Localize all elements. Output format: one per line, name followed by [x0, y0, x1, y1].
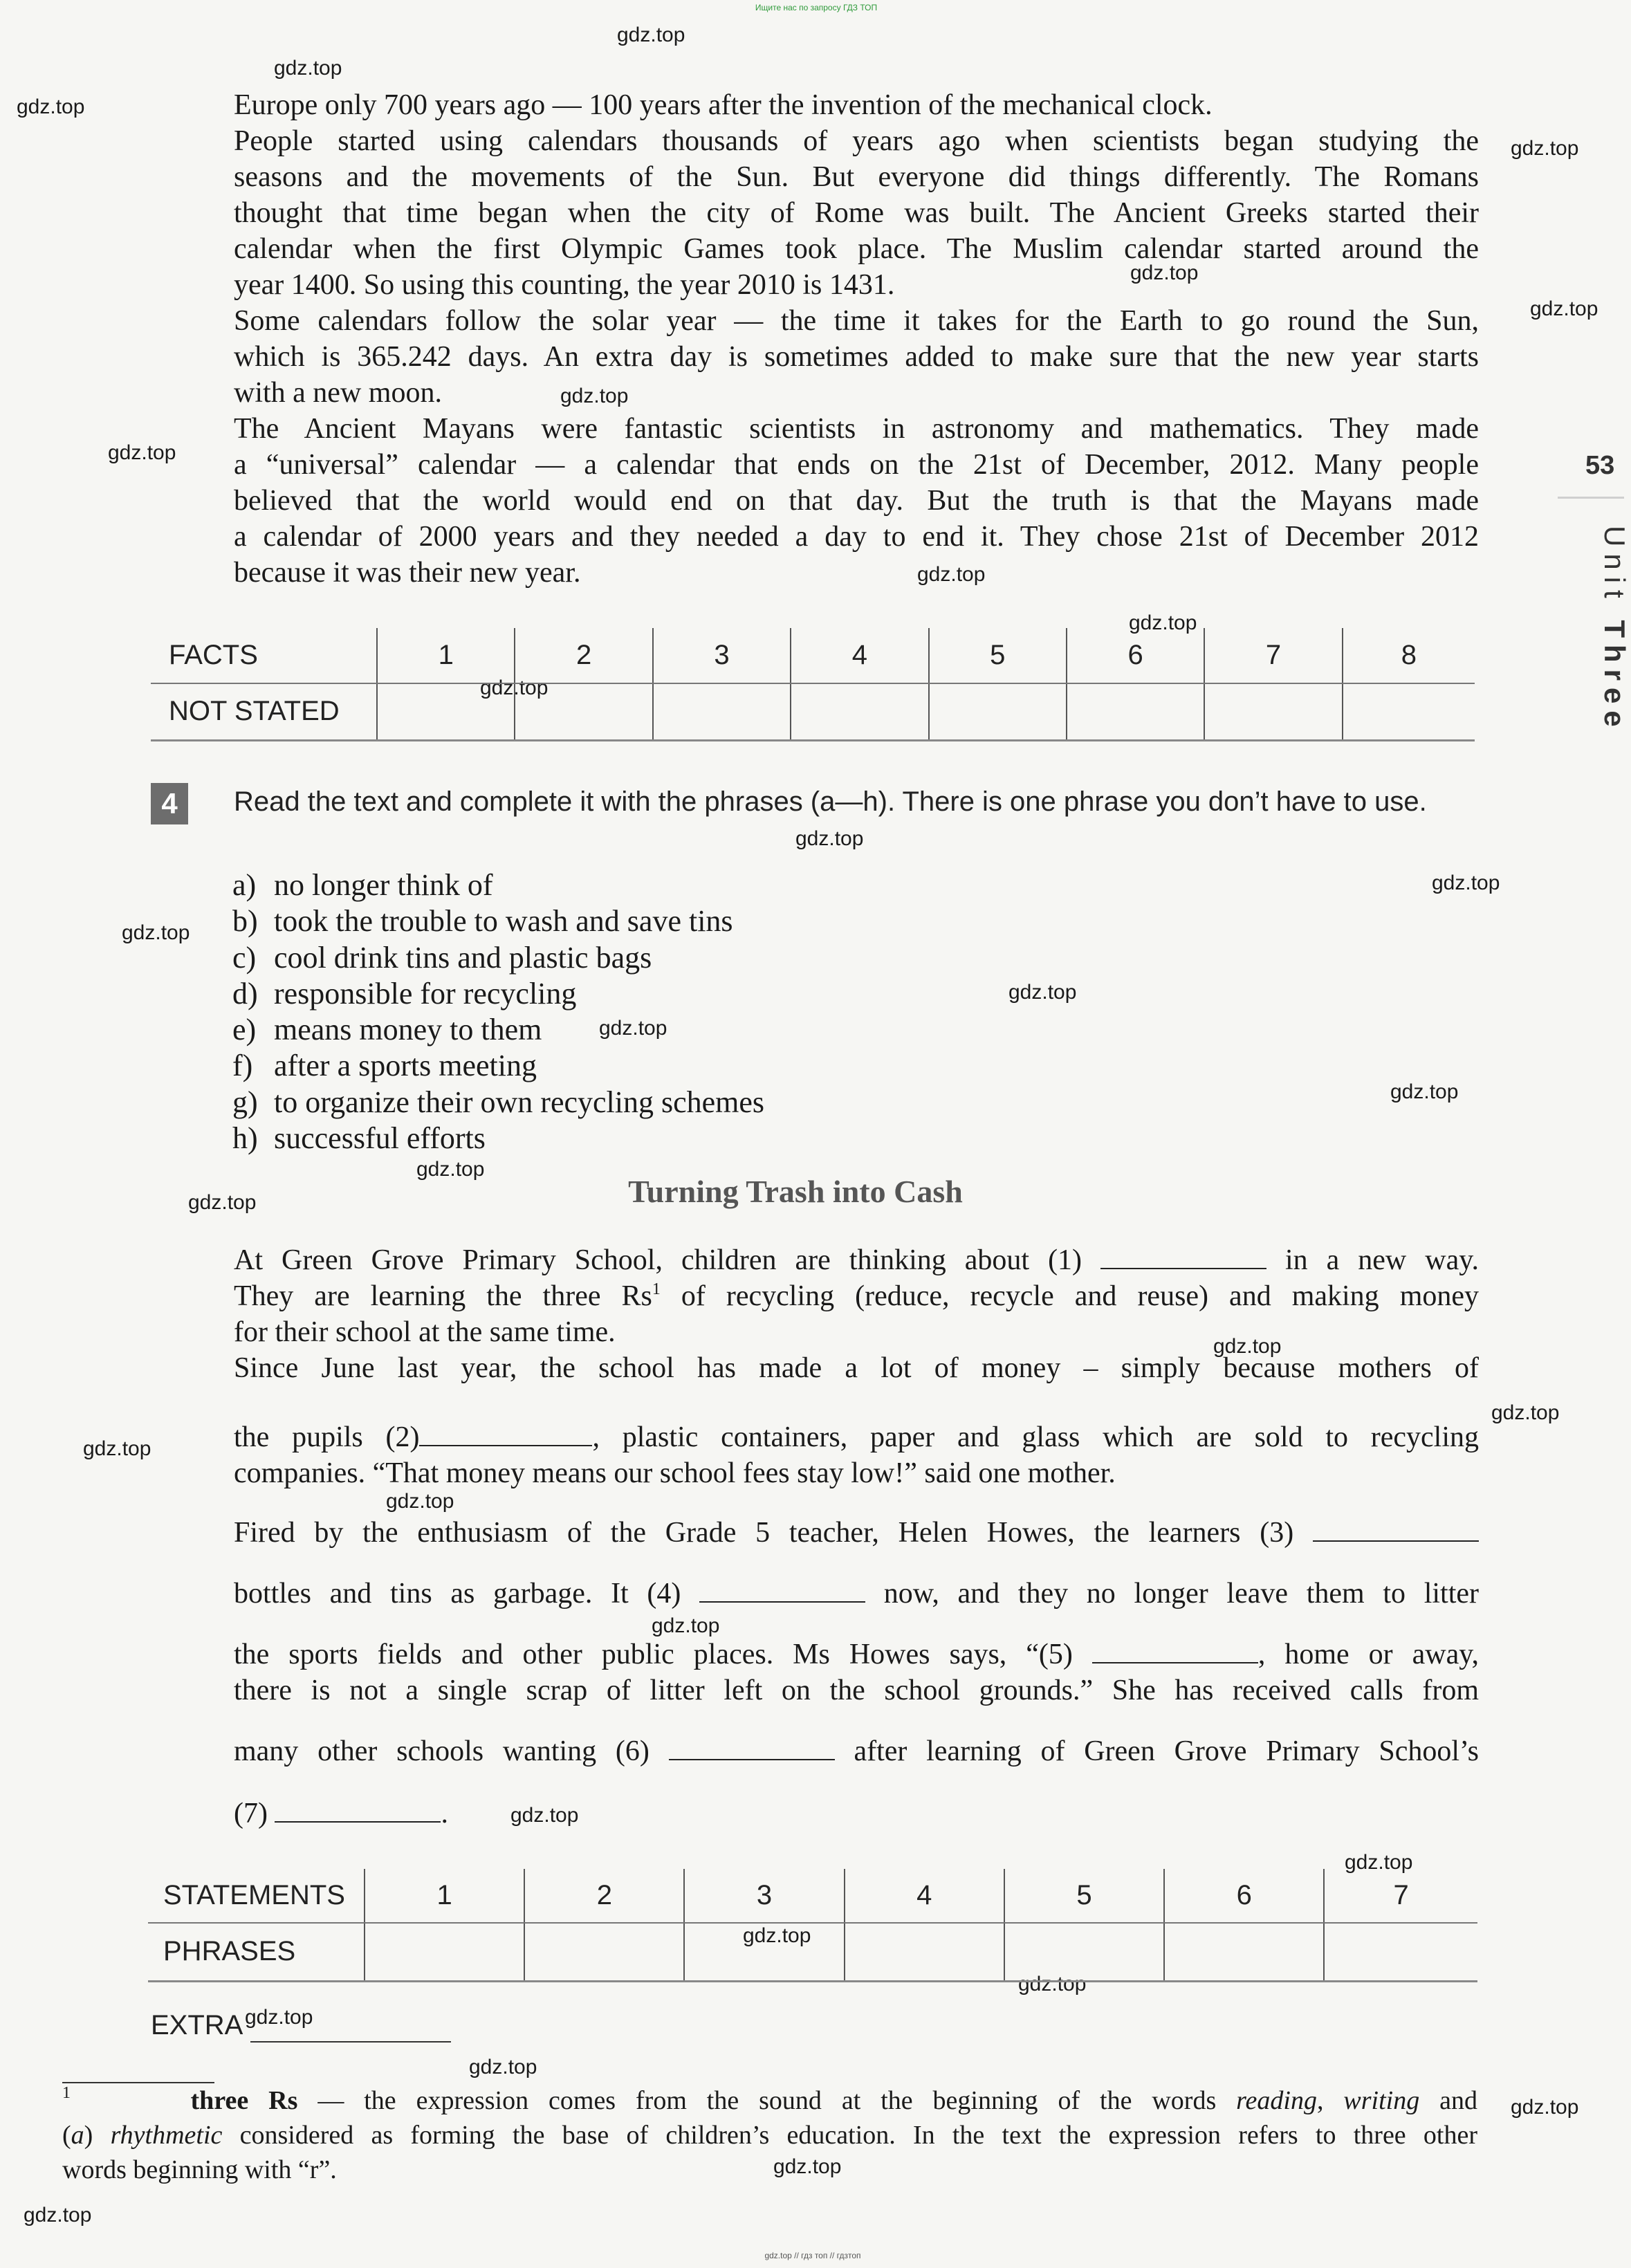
phrases-row-label: PHRASES — [148, 1923, 365, 1981]
extra-answer-line[interactable] — [250, 2041, 451, 2043]
watermark: gdz.top — [416, 1158, 485, 1181]
text-line: (7) . — [234, 1798, 448, 1829]
answer-cell[interactable] — [653, 683, 791, 740]
gap-6[interactable] — [669, 1738, 835, 1760]
watermark: gdz.top — [108, 441, 176, 464]
watermark: gdz.top — [795, 827, 864, 850]
watermark: gdz.top — [743, 1924, 811, 1947]
text-line: $^1$ three Rs — the expression comes from the sound at the beginning of the words reading, writing and — [62, 2084, 1478, 2115]
story-paragraph-3-line-2 — [234, 1576, 1479, 1612]
text-line: calendar when the first Olympic Games took place. The Muslim calendar started around the — [234, 233, 1479, 265]
facts-column-header: 8 — [1343, 628, 1475, 683]
text-line: At Green Grove Primary School, children are thinking about (1) in a new way. — [234, 1244, 1479, 1276]
bottom-link[interactable]: gdz.top // гдз топ // гдзтоп — [764, 2251, 861, 2260]
watermark: gdz.top — [274, 57, 342, 80]
answer-cell[interactable] — [1164, 1923, 1324, 1981]
text-line: They are learning the three Rs$^1$ of recycling (reduce, recycle and reuse) and making money — [234, 1280, 1480, 1312]
watermark: gdz.top — [652, 1614, 720, 1637]
phrase-option: d) responsible for recycling — [232, 976, 577, 1011]
text-line: for their school at the same time. — [234, 1316, 616, 1348]
text-line: because it was their new year. — [234, 557, 581, 589]
story-title: Turning Trash into Cash — [628, 1174, 963, 1209]
text-line: a “universal” calendar — a calendar that ends on the 21st of December, 2012. Many people — [234, 449, 1479, 481]
watermark: gdz.top — [1511, 2096, 1579, 2119]
story-paragraph-3 — [234, 1515, 1479, 1551]
exercise-number-badge: 4 — [151, 783, 188, 824]
watermark: gdz.top — [1008, 981, 1077, 1004]
text-line: a calendar of 2000 years and they needed a day to end it. They chose 21st of December 2012 — [234, 521, 1479, 553]
statements-column-header: 1 — [365, 1869, 524, 1923]
text-line: Fired by the enthusiasm of the Grade 5 teacher, Helen Howes, the learners (3) — [234, 1515, 1479, 1551]
answer-cell[interactable] — [684, 1923, 844, 1981]
answer-cell[interactable] — [1004, 1923, 1164, 1981]
footnote-marker: 1 — [652, 1280, 661, 1298]
statements-table — [148, 1869, 1477, 1982]
watermark: gdz.top — [386, 1490, 454, 1513]
text-line: seasons and the movements of the Sun. But everyone did things differently. The Romans — [234, 161, 1479, 193]
facts-column-header: 5 — [929, 628, 1067, 683]
text-line: Europe only 700 years ago — 100 years after the invention of the mechanical clock. — [234, 89, 1213, 121]
statements-column-header: 5 — [1004, 1869, 1164, 1923]
facts-row-label: FACTS — [151, 628, 377, 683]
facts-column-header: 4 — [791, 628, 928, 683]
answer-cell[interactable] — [929, 683, 1067, 740]
text-line: bottles and tins as garbage. It (4) now, and they no longer leave them to litter — [234, 1578, 1479, 1610]
facts-column-header: 3 — [653, 628, 791, 683]
text-line: (a) rhythmetic considered as forming the base of children’s education. In the text the expression refers to three other — [62, 2121, 1478, 2150]
watermark: gdz.top — [599, 1017, 667, 1040]
facts-table — [151, 628, 1475, 741]
phrase-option: a) no longer think of — [232, 868, 493, 902]
unit-label: Unit Three — [1598, 526, 1631, 734]
watermark: gdz.top — [617, 24, 685, 46]
text-line: there is not a single scrap of litter left on the school grounds.” She has received calls from — [234, 1675, 1479, 1706]
watermark: gdz.top — [1390, 1080, 1459, 1103]
watermark: gdz.top — [245, 2006, 313, 2029]
phrase-options-list — [232, 867, 764, 1156]
top-search-link[interactable]: Ищите нас по запросу ГДЗ ТОП — [755, 3, 878, 12]
not-stated-row-label: NOT STATED — [151, 683, 377, 740]
answer-cell[interactable] — [1343, 683, 1475, 740]
text-line: companies. “That money means our school fees stay low!” said one mother. — [234, 1457, 1116, 1489]
watermark: gdz.top — [510, 1804, 579, 1827]
story-paragraph-1 — [234, 1242, 1479, 1386]
watermark: gdz.top — [1511, 137, 1579, 160]
answer-cell[interactable] — [1067, 683, 1204, 740]
watermark: gdz.top — [917, 563, 986, 586]
story-paragraph-3-line-5 — [234, 1733, 1479, 1769]
extra-label: EXTRA — [151, 2010, 243, 2040]
answer-cell[interactable] — [377, 683, 515, 740]
facts-column-header: 2 — [515, 628, 652, 683]
text-line: thought that time began when the city of Rome was built. The Ancient Greeks started their — [234, 197, 1479, 229]
watermark: gdz.top — [1018, 1973, 1087, 1995]
watermark: gdz.top — [1530, 297, 1598, 320]
watermark: gdz.top — [1345, 1851, 1413, 1874]
watermark: gdz.top — [24, 2204, 92, 2226]
text-line: words beginning with “r”. — [62, 2155, 337, 2184]
gap-3[interactable] — [1313, 1520, 1479, 1542]
phrase-option: f) after a sports meeting — [232, 1049, 537, 1083]
watermark: gdz.top — [188, 1191, 257, 1214]
answer-cell[interactable] — [1204, 683, 1342, 740]
gap-1[interactable] — [1100, 1247, 1266, 1269]
story-paragraph-3-line-3 — [234, 1637, 1479, 1708]
facts-column-header: 6 — [1067, 628, 1204, 683]
text-line: People started using calendars thousands of years ago when scientists began studying the — [234, 125, 1479, 157]
phrase-option: c) cool drink tins and plastic bags — [232, 940, 652, 975]
answer-cell[interactable] — [845, 1923, 1004, 1981]
exercise-instruction: Read the text and complete it with the phrases (a—h). There is one phrase you don’t have to use. — [234, 786, 1427, 817]
statements-column-header: 6 — [1164, 1869, 1324, 1923]
phrase-option: e) means money to them — [232, 1013, 542, 1047]
gap-5[interactable] — [1092, 1641, 1258, 1663]
watermark: gdz.top — [83, 1437, 151, 1460]
text-line: the sports fields and other public places. Ms Howes says, “(5) , home or away, — [234, 1639, 1480, 1670]
page-number-rule — [1558, 497, 1624, 499]
phrase-option: h) successful efforts — [232, 1121, 486, 1156]
statements-column-header: 7 — [1324, 1869, 1477, 1923]
text-line: believed that the world would end on that day. But the truth is that the Mayans made — [234, 485, 1479, 517]
text-line: with a new moon. — [234, 377, 442, 409]
watermark: gdz.top — [1130, 261, 1199, 284]
statements-row-label: STATEMENTS — [148, 1869, 365, 1923]
facts-column-header: 7 — [1204, 628, 1342, 683]
phrase-option: b) took the trouble to wash and save tins — [232, 904, 733, 939]
watermark: gdz.top — [560, 385, 629, 407]
answer-cell[interactable] — [791, 683, 928, 740]
watermark: gdz.top — [122, 921, 190, 944]
gap-7[interactable] — [275, 1800, 441, 1823]
text-line: Since June last year, the school has made a lot of money – simply because mothers of — [234, 1352, 1479, 1384]
watermark: gdz.top — [1213, 1335, 1282, 1358]
text-line: year 1400. So using this counting, the year 2010 is 1431. — [234, 269, 895, 301]
statements-column-header: 4 — [845, 1869, 1004, 1923]
answer-cell[interactable] — [1324, 1923, 1477, 1981]
gap-2[interactable] — [419, 1424, 592, 1446]
watermark: gdz.top — [773, 2155, 842, 2178]
watermark: gdz.top — [1491, 1401, 1560, 1424]
story-paragraph-2 — [234, 1419, 1479, 1491]
watermark: gdz.top — [480, 676, 549, 699]
story-paragraph-3-line-6 — [234, 1796, 1479, 1832]
gap-4[interactable] — [699, 1580, 865, 1603]
watermark: gdz.top — [1432, 872, 1500, 894]
text-line: many other schools wanting (6) after learning of Green Grove Primary School’s — [234, 1735, 1480, 1767]
answer-cell[interactable] — [524, 1923, 684, 1981]
reading-text — [234, 87, 1479, 591]
answer-cell[interactable] — [365, 1923, 524, 1981]
statements-column-header: 3 — [684, 1869, 844, 1923]
text-line: the pupils (2) , plastic containers, paper and glass which are sold to recycling — [234, 1421, 1480, 1453]
phrase-option: g) to organize their own recycling schemes — [232, 1085, 765, 1119]
watermark: gdz.top — [17, 95, 85, 118]
answer-cell[interactable] — [515, 683, 652, 740]
facts-column-header: 1 — [377, 628, 515, 683]
text-line: which is 365.242 days. An extra day is sometimes added to make sure that the new year starts — [234, 341, 1479, 373]
page-number: 53 — [1585, 451, 1615, 480]
text-line: The Ancient Mayans were fantastic scientists in astronomy and mathematics. They made — [234, 413, 1479, 445]
watermark: gdz.top — [469, 2056, 537, 2078]
text-line: Some calendars follow the solar year — the time it takes for the Earth to go round the Sun, — [234, 305, 1479, 337]
statements-column-header: 2 — [524, 1869, 684, 1923]
footnote — [62, 2083, 1477, 2187]
watermark: gdz.top — [1129, 611, 1197, 634]
